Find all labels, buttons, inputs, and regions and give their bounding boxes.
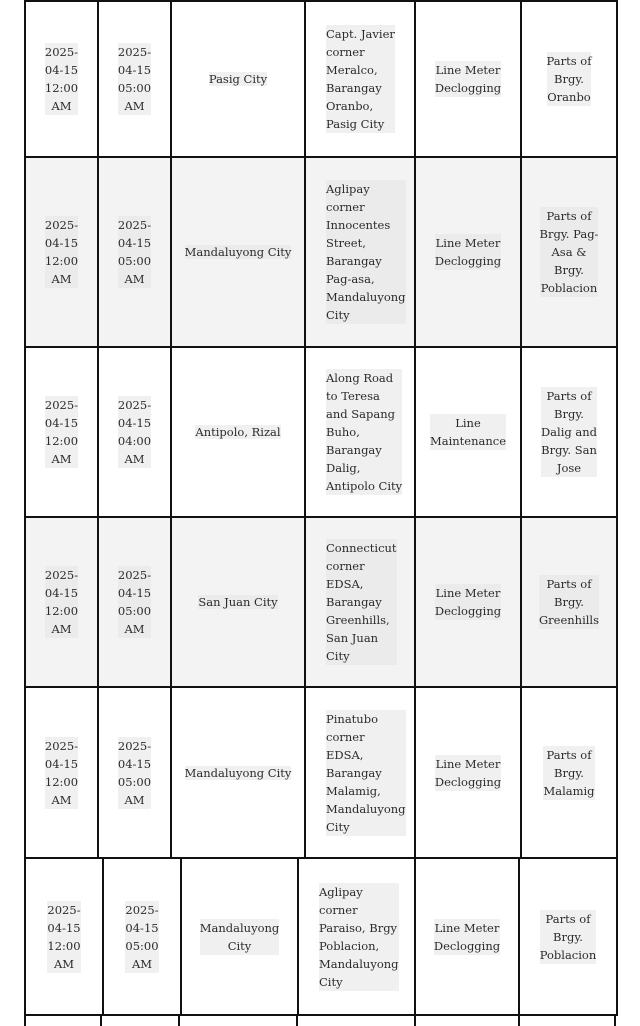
text-line: 04-15 [117, 586, 152, 600]
affected-area [541, 387, 597, 477]
start-time [45, 566, 78, 638]
text-line: Barangay [326, 81, 382, 95]
text-line: 04-15 [125, 920, 159, 935]
text-line: 05:00 [117, 254, 152, 268]
text-line: Mandaluyong [326, 801, 406, 816]
text-line: Poblacion [540, 281, 598, 295]
text-line: Parts of [546, 747, 592, 762]
end-time [125, 901, 158, 973]
text-line: Innocentes [326, 218, 391, 232]
text-line: 12:00 [44, 254, 79, 268]
text-line: Asa & [551, 245, 587, 259]
text-line: Brgy. [554, 263, 584, 277]
affected-area [540, 207, 599, 297]
text-line: corner [326, 45, 365, 59]
text-line: Declogging [434, 774, 502, 789]
text-line: 05:00 [117, 604, 152, 618]
city-cell [181, 858, 298, 1015]
text-line: Paraiso, Brgy [319, 920, 398, 935]
start-time-cell [25, 687, 98, 858]
activity-cell [415, 347, 521, 517]
text-line: City [326, 819, 350, 834]
activity-cell [415, 858, 519, 1015]
affected-area [547, 52, 592, 106]
end-time [118, 566, 151, 638]
text-line: 04-15 [117, 756, 152, 771]
city-cell [171, 157, 305, 347]
text-line: 2025- [117, 738, 152, 753]
text-line: 04-15 [44, 756, 79, 771]
text-line: Brgy. [554, 765, 584, 780]
text-line: Line Meter [435, 236, 501, 250]
text-line: 12:00 [44, 774, 79, 789]
text-line: AM [51, 99, 72, 113]
city: San Juan City [198, 595, 278, 609]
text-line: AM [124, 622, 145, 636]
text-line: AM [124, 452, 145, 466]
start-time-cell [25, 1, 98, 157]
text-line: Oranbo [547, 90, 591, 104]
affected-area-cell [521, 517, 617, 687]
start-time [45, 216, 78, 288]
location [326, 710, 406, 836]
text-line: 05:00 [117, 774, 152, 789]
text-line: Brgy. [554, 595, 584, 609]
text-line: Greenhills, [326, 613, 390, 627]
text-line: AM [124, 99, 145, 113]
location-cell [305, 687, 415, 858]
text-line: corner [319, 902, 358, 917]
location [326, 25, 395, 133]
text-line: Buho, [326, 425, 360, 439]
column-divider [414, 1016, 416, 1026]
text-line: Parts of [545, 911, 591, 926]
table-row [25, 347, 617, 517]
table-row [25, 517, 617, 687]
text-line: to Teresa [326, 389, 380, 403]
text-line: 2025- [117, 398, 152, 412]
start-time-cell [25, 157, 98, 347]
text-line: Street, [326, 236, 366, 250]
start-time-cell [25, 347, 98, 517]
text-line: Barangay [326, 765, 382, 780]
start-time-cell [25, 517, 98, 687]
text-line: Line Meter [435, 586, 501, 600]
city-cell [171, 517, 305, 687]
text-line: Connecticut [326, 541, 397, 555]
text-line: 2025- [117, 218, 152, 232]
table-row [25, 687, 617, 858]
text-line: Greenhills [538, 613, 600, 627]
text-line: 2025- [44, 738, 79, 753]
text-line: 04-15 [44, 236, 79, 250]
activity [435, 755, 501, 791]
city [200, 919, 280, 955]
next-row-edge [24, 1014, 616, 1026]
text-line: Declogging [433, 938, 501, 953]
column-divider [518, 1016, 520, 1026]
affected-area-cell [521, 157, 617, 347]
activity [430, 414, 506, 450]
city: Mandaluyong City [184, 765, 292, 780]
end-time [118, 216, 151, 288]
schedule-body [25, 1, 617, 858]
text-line: 04-15 [47, 920, 81, 935]
text-line: Brgy. [553, 929, 583, 944]
text-line: Antipolo City [326, 479, 403, 493]
column-divider [178, 1016, 180, 1026]
text-line: Declogging [434, 254, 502, 268]
location-cell [305, 347, 415, 517]
affected-area-cell [519, 858, 617, 1015]
activity [435, 61, 501, 97]
text-line: Declogging [434, 81, 502, 95]
end-time-cell [98, 157, 171, 347]
text-line: corner [326, 559, 365, 573]
text-line: corner [326, 200, 365, 214]
text-line: 2025- [44, 218, 79, 232]
text-line: Meralco, [326, 63, 378, 77]
text-line: 04-15 [44, 586, 79, 600]
text-line: 2025- [125, 902, 159, 917]
text-line: Dalig, [326, 461, 361, 475]
text-line: 04-15 [117, 416, 152, 430]
text-line: Line Meter [435, 63, 501, 77]
text-line: 2025- [44, 45, 79, 59]
text-line: AM [51, 272, 72, 286]
activity-cell [415, 157, 521, 347]
text-line: 12:00 [44, 81, 79, 95]
end-time [118, 737, 151, 809]
text-line: Declogging [434, 604, 502, 618]
text-line: Malamig, [326, 783, 381, 798]
text-line: City [326, 308, 350, 322]
affected-area-cell [521, 687, 617, 858]
column-divider [100, 1016, 102, 1026]
column-divider [614, 1016, 616, 1026]
start-time [45, 43, 78, 115]
activity [434, 919, 500, 955]
text-line: City [326, 649, 350, 663]
text-line: 05:00 [117, 81, 152, 95]
text-line: AM [131, 956, 153, 971]
text-line: AM [53, 956, 75, 971]
location-cell [298, 858, 415, 1015]
text-line: Mandaluyong [319, 956, 399, 971]
text-line: 2025- [117, 45, 152, 59]
text-line: Aglipay [319, 884, 363, 899]
column-divider [296, 1016, 298, 1026]
city: Pasig City [208, 72, 268, 86]
affected-area [540, 910, 597, 964]
city: Antipolo, Rizal [195, 425, 281, 439]
city-cell [171, 1, 305, 157]
text-line: AM [124, 272, 145, 286]
text-line: 04-15 [117, 236, 152, 250]
start-time-cell [25, 858, 103, 1015]
affected-area [543, 746, 594, 800]
location-cell [305, 157, 415, 347]
text-line: 12:00 [44, 604, 79, 618]
end-time-cell [98, 1, 171, 157]
text-line: City [227, 938, 252, 953]
start-time [47, 901, 80, 973]
text-line: Line Meter [435, 756, 501, 771]
text-line: City [319, 974, 343, 989]
start-time [45, 396, 78, 468]
text-line: 12:00 [44, 434, 79, 448]
text-line: Brgy. Pag- [539, 227, 599, 241]
text-line: 2025- [117, 568, 152, 582]
text-line: Parts of [546, 54, 592, 68]
end-time-cell [98, 347, 171, 517]
text-line: Jose [556, 461, 582, 475]
text-line: AM [51, 622, 72, 636]
text-line: Pasig City [326, 117, 385, 131]
affected-area [539, 575, 599, 629]
text-line: 05:00 [125, 938, 159, 953]
activity [435, 234, 501, 270]
text-line: EDSA, [326, 747, 364, 762]
text-line: corner [326, 729, 365, 744]
end-time-cell [98, 687, 171, 858]
text-line: Oranbo, [326, 99, 374, 113]
text-line: Line [455, 416, 481, 430]
text-line: Poblacion, [319, 938, 380, 953]
table-row [25, 858, 617, 1015]
end-time [118, 43, 151, 115]
text-line: 04-15 [44, 416, 79, 430]
text-line: Poblacion [539, 947, 597, 962]
city-cell [171, 347, 305, 517]
text-line: Mandaluyong [326, 290, 406, 304]
text-line: AM [51, 792, 72, 807]
city-cell [171, 687, 305, 858]
activity [435, 584, 501, 620]
text-line: Pag-asa, [326, 272, 375, 286]
text-line: Parts of [546, 577, 592, 591]
text-line: Barangay [326, 254, 382, 268]
affected-area-cell [521, 347, 617, 517]
text-line: Dalig and [540, 425, 598, 439]
text-line: Along Road [326, 371, 394, 385]
schedule-table-continued [24, 857, 618, 1016]
location [319, 883, 399, 991]
activity-cell [415, 1, 521, 157]
activity-cell [415, 687, 521, 858]
text-line: EDSA, [326, 577, 364, 591]
text-line: Capt. Javier [326, 27, 395, 41]
text-line: 04-15 [117, 63, 152, 77]
text-line: Brgy. [554, 407, 584, 421]
location [326, 539, 397, 665]
location [326, 369, 402, 495]
text-line: 2025- [47, 902, 81, 917]
text-line: Mandaluyong [199, 920, 280, 935]
text-line: Barangay [326, 595, 382, 609]
location-cell [305, 517, 415, 687]
text-line: Line Meter [434, 920, 500, 935]
text-line: Pinatubo [326, 711, 378, 726]
end-time-cell [103, 858, 181, 1015]
text-line: Parts of [546, 389, 592, 403]
text-line: AM [124, 792, 145, 807]
start-time [45, 737, 78, 809]
activity-cell [415, 517, 521, 687]
text-line: 12:00 [47, 938, 81, 953]
text-line: Brgy. San [541, 443, 597, 457]
text-line: 04-15 [44, 63, 79, 77]
text-line: Parts of [546, 209, 592, 223]
end-time-cell [98, 517, 171, 687]
location-cell [305, 1, 415, 157]
text-line: 2025- [44, 398, 79, 412]
affected-area-cell [521, 1, 617, 157]
text-line: Maintenance [429, 434, 507, 448]
end-time [118, 396, 151, 468]
schedule-table [24, 0, 618, 859]
text-line: Aglipay [326, 182, 370, 196]
text-line: Barangay [326, 443, 382, 457]
text-line: Malamig [543, 783, 595, 798]
text-line: San Juan [326, 631, 379, 645]
table-row [25, 1, 617, 157]
text-line: Brgy. [554, 72, 584, 86]
text-line: and Sapang [326, 407, 395, 421]
column-divider [24, 1016, 26, 1026]
table-row [25, 157, 617, 347]
text-line: 04:00 [117, 434, 152, 448]
city: Mandaluyong City [184, 245, 292, 259]
location [326, 180, 406, 324]
text-line: 2025- [44, 568, 79, 582]
text-line: AM [51, 452, 72, 466]
